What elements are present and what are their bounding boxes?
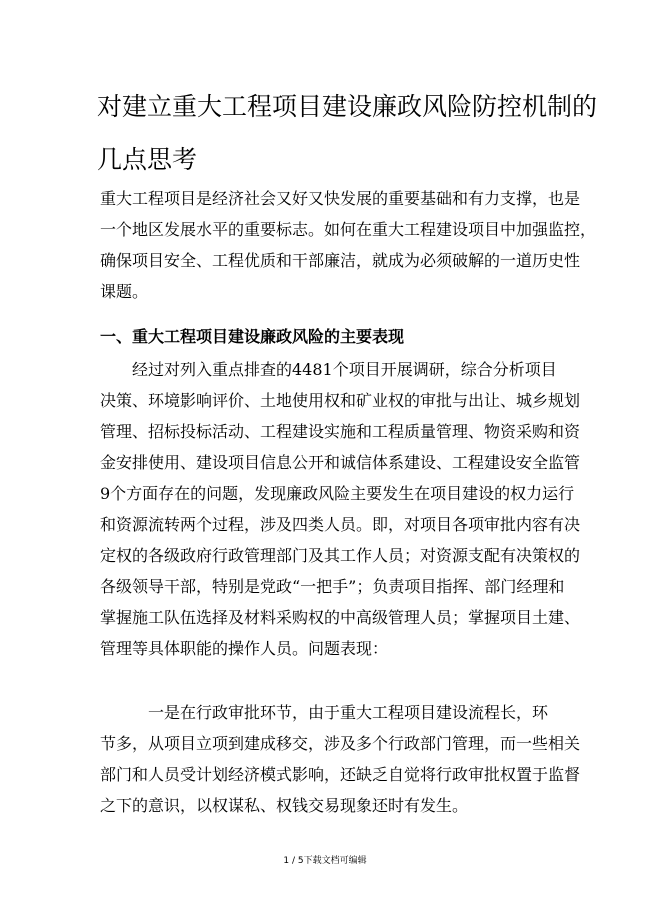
text-line: 节多，从项目立项到建成移交，涉及多个行政部门管理，而一些相关 <box>100 734 581 753</box>
text-line: 各级领导干部，特别是党政“一把手”；负责项目指挥、部门经理和 <box>100 577 565 596</box>
text-line: 掌握施工队伍选择及材料采购权的中高级管理人员；掌握项目土建、 <box>100 608 581 627</box>
intro-paragraph <box>100 183 597 307</box>
text-line: 管理、招标投标活动、工程建设实施和工程质量管理、物资采购和资 <box>100 422 581 441</box>
text-line: 金安排使用、建设项目信息公开和诚信体系建设、工程建设安全监管 <box>100 453 581 472</box>
text-line: 和资源流转两个过程，涉及四类人员。即，对项目各项审批内容有决 <box>100 515 581 534</box>
title-line-1: 对建立重大工程项目建设廉政风险防控机制的 <box>97 92 598 121</box>
text-line: 部门和人员受计划经济模式影响，还缺乏自觉将行政审批权置于监督 <box>100 765 581 784</box>
text-line: 一是在行政审批环节，由于重大工程项目建设流程长，环 <box>100 703 549 722</box>
text-line: 9个方面存在的问题，发现廉政风险主要发生在项目建设的权力运行 <box>100 484 575 503</box>
text-line: 重大工程项目是经济社会又好又快发展的重要基础和有力支撑，也是 <box>100 189 581 208</box>
text-line: 定权的各级政府行政管理部门及其工作人员；对资源支配有决策权的 <box>100 546 581 565</box>
text-line: 一个地区发展水平的重要标志。如何在重大工程建设项目中加强监控， <box>100 220 597 239</box>
page-footer: 1 / 5下载文档可编辑 <box>283 856 367 866</box>
text-line: 管理等具体职能的操作人员。问题表现： <box>100 639 389 658</box>
section-paragraph-2 <box>100 697 581 821</box>
text-line: 确保项目安全、工程优质和干部廉洁，就成为必须破解的一道历史性 <box>100 251 581 270</box>
text-line: 课题。 <box>100 282 149 301</box>
text-line: 之下的意识，以权谋私、权钱交易现象还时有发生。 <box>100 796 469 815</box>
title-line-2: 几点思考 <box>97 145 198 174</box>
section-paragraph-1 <box>100 354 581 664</box>
text-line: 决策、环境影响评价、土地使用权和矿业权的审批与出让、城乡规划 <box>100 391 581 410</box>
section-heading: 一、重大工程项目建设廉政风险的主要表现 <box>100 327 405 346</box>
text-line: 经过对列入重点排查的4481个项目开展调研，综合分析项目 <box>100 360 557 379</box>
